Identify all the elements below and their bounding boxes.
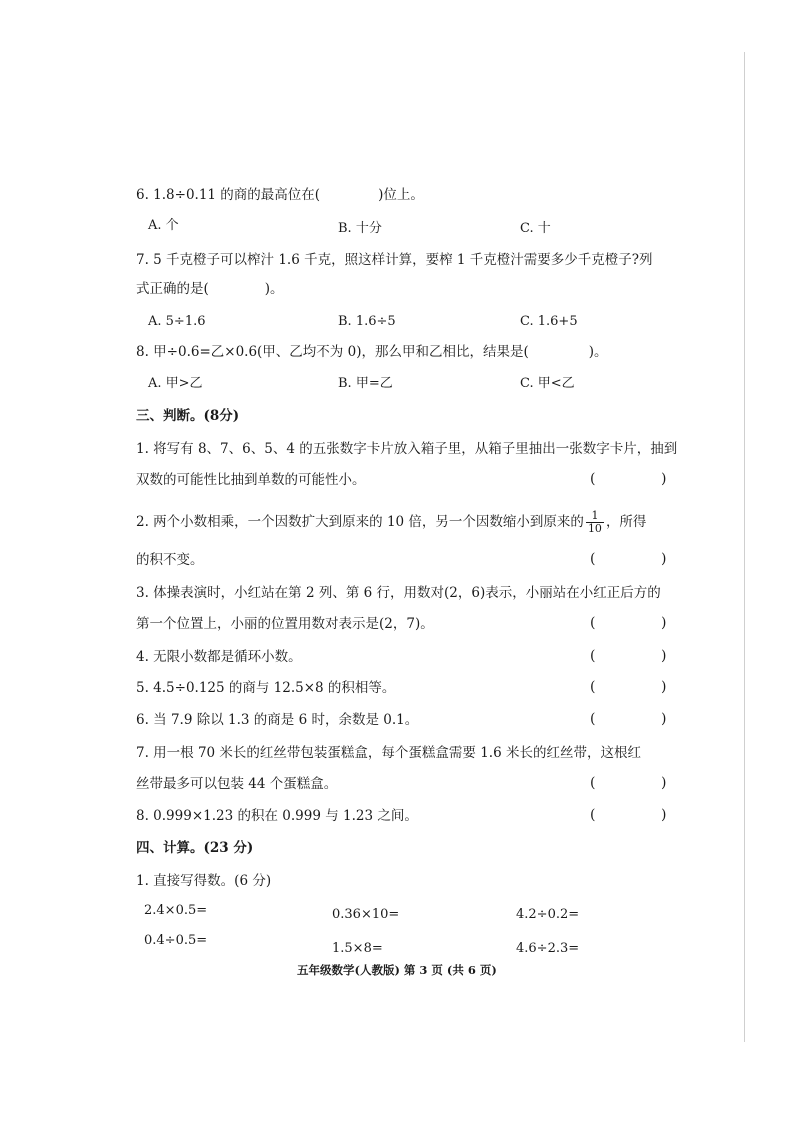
- question-7-line2: 式正确的是( )。: [136, 281, 284, 297]
- q8-option-b: B. 甲=乙: [338, 376, 393, 391]
- section-judge-title: 三、判断。(8分): [136, 408, 240, 424]
- calc-item-4: 0.4÷0.5=: [144, 933, 208, 948]
- judge-1-paren-close: ): [661, 471, 667, 487]
- judge-3-line1: 3. 体操表演时，小红站在第 2 列、第 6 行，用数对(2，6)表示，小丽站在小红正后方的: [136, 585, 661, 601]
- judge-4-paren-close: ): [661, 648, 667, 664]
- calc-item-5: 1.5×8=: [332, 941, 383, 956]
- judge-2-paren-close: ): [661, 551, 667, 567]
- q7-option-a: A. 5÷1.6: [148, 314, 206, 329]
- q8-option-c: C. 甲<乙: [520, 376, 575, 391]
- judge-7-paren-close: ): [661, 775, 667, 791]
- judge-8-paren-close: ): [661, 807, 667, 823]
- judge-7-paren-open: (: [590, 775, 596, 791]
- calc-item-6: 4.6÷2.3=: [516, 941, 580, 956]
- judge-7-line2: 丝带最多可以包装 44 个蛋糕盒。: [136, 776, 338, 792]
- judge-5-line1: 5. 4.5÷0.125 的商与 12.5×8 的积相等。: [136, 680, 396, 696]
- judge-6-paren-open: (: [590, 711, 596, 727]
- q8-option-a: A. 甲>乙: [148, 376, 203, 391]
- judge-3-line2: 第一个位置上，小丽的位置用数对表示是(2，7)。: [136, 616, 434, 632]
- margin-line: [744, 52, 745, 1042]
- judge-8-line1: 8. 0.999×1.23 的积在 0.999 与 1.23 之间。: [136, 808, 418, 824]
- judge-5-paren-open: (: [590, 679, 596, 695]
- judge-5-paren-close: ): [661, 679, 667, 695]
- q7-option-b: B. 1.6÷5: [338, 314, 396, 329]
- judge-6-paren-close: ): [661, 711, 667, 727]
- q7-option-c: C. 1.6+5: [520, 314, 578, 329]
- judge-1-line1: 1. 将写有 8、7、6、5、4 的五张数字卡片放入箱子里，从箱子里抽出一张数字卡片，抽到: [136, 441, 678, 457]
- judge-2-line1: 2. 两个小数相乘，一个因数扩大到原来的 10 倍，另一个因数缩小到原来的 $\frac{1}{10}$ ，所得: [136, 509, 647, 535]
- fraction-one-tenth: $\frac{1}{10}$: [587, 509, 602, 535]
- judge-3-paren-open: (: [590, 615, 596, 631]
- judge-1-paren-open: (: [590, 471, 596, 487]
- judge-6-line1: 6. 当 7.9 除以 1.3 的商是 6 时，余数是 0.1。: [136, 712, 419, 728]
- question-8: 8. 甲÷0.6=乙×0.6(甲、乙均不为 0)，那么甲和乙相比，结果是( )。: [136, 344, 608, 360]
- calc-item-1: 2.4×0.5=: [144, 903, 208, 918]
- judge-1-line2: 双数的可能性比抽到单数的可能性小。: [136, 472, 366, 488]
- page-footer: 五年级数学(人教版) 第 3 页 (共 6 页): [297, 963, 497, 977]
- q6-option-a: A. 个: [148, 218, 179, 233]
- judge-3-paren-close: ): [661, 615, 667, 631]
- calc-sub1-title: 1. 直接写得数。(6 分): [136, 873, 272, 889]
- judge-4-line1: 4. 无限小数都是循环小数。: [136, 649, 302, 665]
- question-6: 6. 1.8÷0.11 的商的最高位在( )位上。: [136, 187, 424, 203]
- q6-option-b: B. 十分: [338, 221, 382, 236]
- judge-2-line2: 的积不变。: [136, 552, 204, 568]
- judge-4-paren-open: (: [590, 648, 596, 664]
- question-7-line1: 7. 5 千克橙子可以榨汁 1.6 千克，照这样计算，要榨 1 千克橙汁需要多少千克橙子?列: [136, 252, 653, 268]
- section-calc-title: 四、计算。(23 分): [136, 840, 254, 856]
- calc-item-3: 4.2÷0.2=: [516, 907, 580, 922]
- judge-8-paren-open: (: [590, 807, 596, 823]
- judge-2-paren-open: (: [590, 551, 596, 567]
- judge-7-line1: 7. 用一根 70 米长的红丝带包装蛋糕盒，每个蛋糕盒需要 1.6 米长的红丝带，这根红: [136, 745, 641, 761]
- calc-item-2: 0.36×10=: [332, 907, 400, 922]
- q6-option-c: C. 十: [520, 221, 551, 236]
